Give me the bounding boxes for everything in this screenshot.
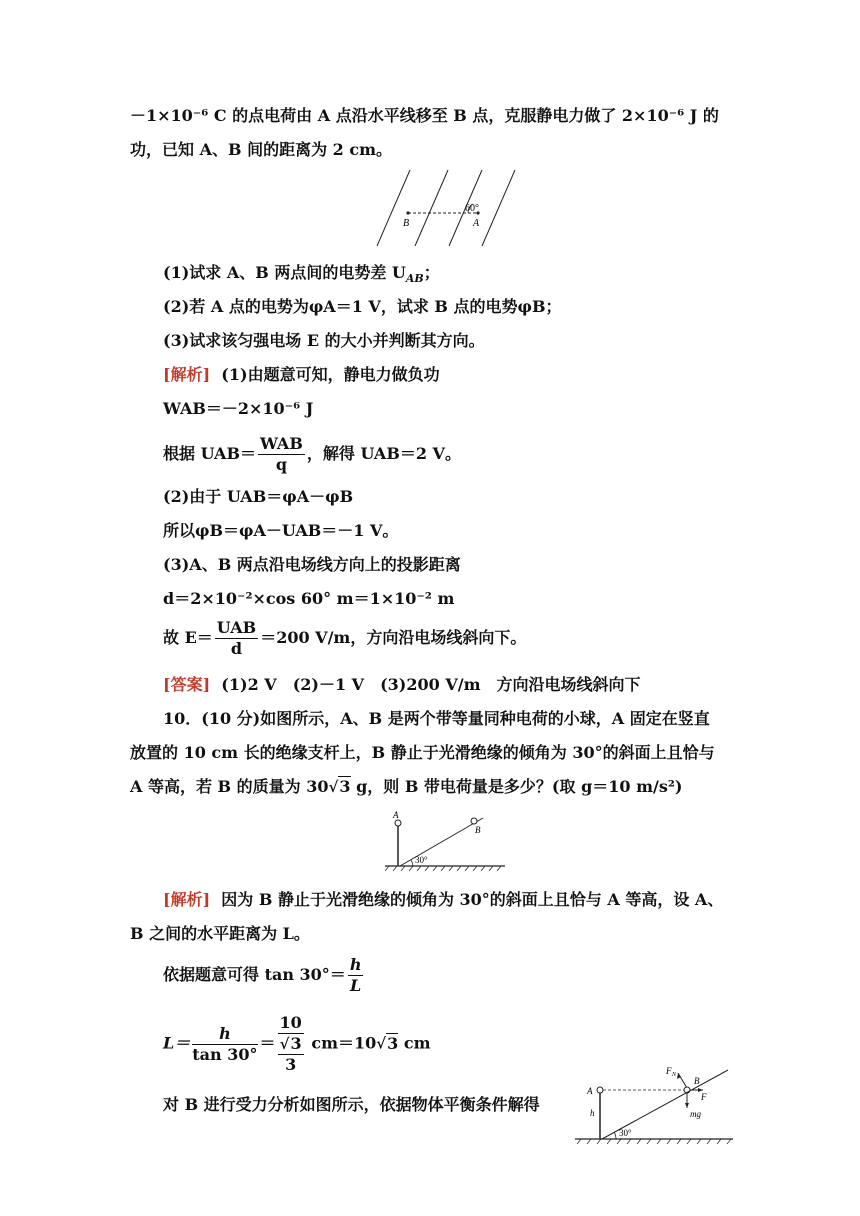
analysis-10-line-4: L＝ $\frac{h}{\tan 30^\circ}$ ＝ 10 √3 3 cm＝10√3 cm xyxy=(163,1013,431,1074)
analysis-block-9: [解析] (1)由题意可知，静电力做负功 xyxy=(163,365,440,384)
incline-angle-label: 30° xyxy=(415,855,428,865)
height-label: h xyxy=(590,1108,595,1118)
analysis-line-7: d＝2×10⁻²×cos 60° m＝1×10⁻² m xyxy=(163,589,455,608)
incline-angle-label: 30° xyxy=(619,1128,632,1138)
question-2: (2)若 A 点的电势为φA＝1 V，试求 B 点的电势φB； xyxy=(163,297,562,316)
analysis-10-line-2: B 之间的水平距离为 L。 xyxy=(130,924,310,943)
ball-a-label: A xyxy=(393,810,399,820)
fraction: $\frac{\text{WAB}}{q}$ xyxy=(259,434,303,474)
analysis-10-line-5: 对 B 进行受力分析如图所示，依据物体平衡条件解得 xyxy=(163,1095,540,1114)
force-diagram xyxy=(573,1062,743,1148)
angle-label: 60° xyxy=(465,203,479,214)
normal-force-label: F xyxy=(666,1066,672,1076)
point-a-label: A xyxy=(473,218,480,229)
nested-fraction: 10 √3 3 xyxy=(279,1013,302,1074)
problem9-line1: －1×10⁻⁶ C 的点电荷由 A 点沿水平线移至 B 点，克服静电力做了 2×10⁻⁶ J 的 xyxy=(130,106,719,125)
analysis-10-line-3: 依据题意可得 tan 30°＝ $\frac{h}{L}$ xyxy=(163,955,362,995)
answer-block-9: [答案] (1)2 V (2)－1 V (3)200 V/m 方向沿电场线斜向下 xyxy=(163,675,641,694)
force-f-label: F xyxy=(701,1092,707,1102)
problem10-line1: 10．(10 分)如图所示，A、B 是两个带等量同种电荷的小球，A 固定在竖直 xyxy=(163,709,710,728)
fraction: $\frac{h}{\tan 30^\circ}$ xyxy=(192,1023,258,1064)
analysis-line-5: 所以φB＝φA－UAB＝－1 V。 xyxy=(163,521,399,540)
problem10-line2: 放置的 10 cm 长的绝缘支杆上，B 静止于光滑绝缘的倾角为 30°的斜面上且恰与 xyxy=(130,743,715,762)
analysis-line-2: WAB＝－2×10⁻⁶ J xyxy=(163,399,314,418)
incline-diagram xyxy=(385,808,510,878)
question-1: (1)试求 A、B 两点间的电势差 $U_{AB}$； xyxy=(163,263,440,286)
ball-a-label: A xyxy=(587,1086,593,1096)
analysis-line-3: 根据 UAB＝ $\frac{\text{WAB}}{q}$ ，解得 UAB＝2 V。 xyxy=(163,434,461,474)
normal-force-subscript: N xyxy=(672,1072,677,1078)
fraction: $\frac{\text{UAB}}{d}$ xyxy=(216,618,257,658)
problem9-line2: 功，已知 A、B 间的距离为 2 cm。 xyxy=(130,140,393,159)
ball-b-label: B xyxy=(694,1076,700,1086)
fraction: $\frac{h}{L}$ xyxy=(349,955,362,995)
analysis-line-4: (2)由于 UAB＝φA－φB xyxy=(163,487,354,506)
problem10-line3: A 等高，若 B 的质量为 30√3 g，则 B 带电荷量是多少？(取 g＝10 m/s²) xyxy=(130,777,683,796)
analysis-tag: [解析] xyxy=(163,365,211,384)
field-lines-diagram xyxy=(370,168,520,250)
analysis-tag: [解析] xyxy=(163,890,211,909)
point-b-label: B xyxy=(403,218,410,229)
ball-b-label: B xyxy=(475,825,481,835)
gravity-label: mg xyxy=(690,1109,701,1119)
question-3: (3)试求该匀强电场 E 的大小并判断其方向。 xyxy=(163,331,485,350)
analysis-line-8: 故 E＝ $\frac{\text{UAB}}{d}$ ＝200 V/m，方向沿电场线斜向下。 xyxy=(163,618,527,658)
analysis-line-6: (3)A、B 两点沿电场线方向上的投影距离 xyxy=(163,555,461,574)
analysis-block-10: [解析] 因为 B 静止于光滑绝缘的倾角为 30°的斜面上且恰与 A 等高，设 A、 xyxy=(163,890,724,909)
answer-tag: [答案] xyxy=(163,675,211,694)
